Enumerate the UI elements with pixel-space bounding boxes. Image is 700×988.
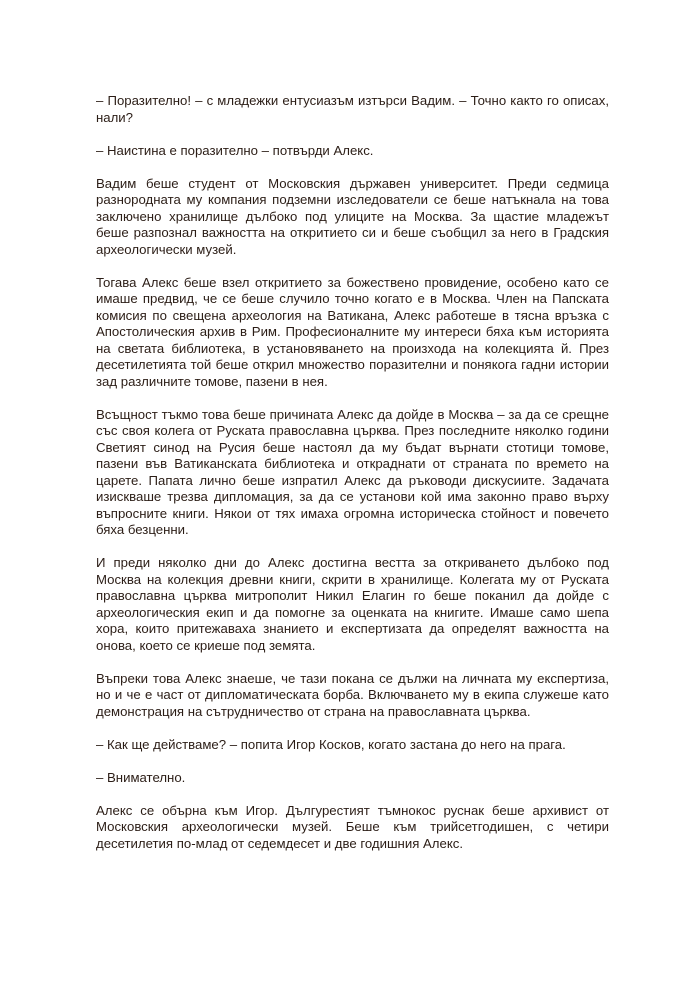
paragraph-2: – Наистина е поразително – потвърди Алекс. xyxy=(96,142,374,158)
paragraph-8: – Как ще действаме? – попита Игор Косков, когато застана до него на прага. xyxy=(96,736,566,752)
paragraph-1: – Поразително! – с младежки ентусиазъм изтърси Вадим. – Точно както го описах, нали? xyxy=(96,93,609,125)
paragraph-7: Въпреки това Алекс знаеше, че тази покана се дължи на личната му експертиза, но и че е част от дипломатическата борба. Включването му в екипа служеше като демонстрация на сътрудничество от страна на православната църква. xyxy=(96,670,609,719)
paragraph-6: И преди няколко дни до Алекс достигна вестта за откриването дълбоко под Москва на колекция древни книги, скрити в хранилище. Колегата му от Руската православна църква митрополит Никил Елагин го беше поканил да дойде с археологическия екип и да помогне за оценката на книгите. Имаше само шепа хора, които притежаваха знанието и експертизата да определят важността на онова, което се криеше под земята. xyxy=(96,555,609,653)
paragraph-10: Алекс се обърна към Игор. Дългурестият тъмнокос руснак беше архивист от Московския археологически музей. Беше към трийсетгодишен, с четири десетилетия по-млад от седемдесет и две годишния Алекс. xyxy=(96,802,609,851)
document-body xyxy=(96,93,609,869)
paragraph-5: Всъщност тъкмо това беше причината Алекс да дойде в Москва – за да се срещне със своя колега от Руската православна църква. През последните няколко години Светият синод на Русия беше настоял да му бъдат върнати стотици томове, пазени във Ватиканската библиотека и откраднати от страната по времето на царете. Папата лично беше изпратил Алекс да ръководи дискусиите. Задачата изискваше трезва дипломация, за да се установи кой има законно право върху въпросните книги. Някои от тях имаха огромна историческа стойност и повечето бяха безценни. xyxy=(96,406,609,537)
paragraph-9: – Внимателно. xyxy=(96,769,186,785)
paragraph-4: Тогава Алекс беше взел откритието за божествено провидение, особено като се имаше предвид, че се беше случило точно когато е в Москва. Член на Папската комисия по свещена археология на Ватикана, Алекс работеше в тясна връзка с Апостолическия архив в Рим. Професионалните му интереси бяха към историята на светата библиотека, в установяването на произхода на колекцията й. През десетилетията той беше открил множество поразителни и понякога гадни истории зад различните томове, пазени в нея. xyxy=(96,274,609,389)
paragraph-3: Вадим беше студент от Московския държавен университет. Преди седмица разнородната му компания подземни изследователи се беше натъкнала на това заключено хранилище дълбоко под улиците на Москва. За щастие младежът беше разпознал важността на откритието си и беше съобщил за него в Градския археологически музей. xyxy=(96,175,609,257)
